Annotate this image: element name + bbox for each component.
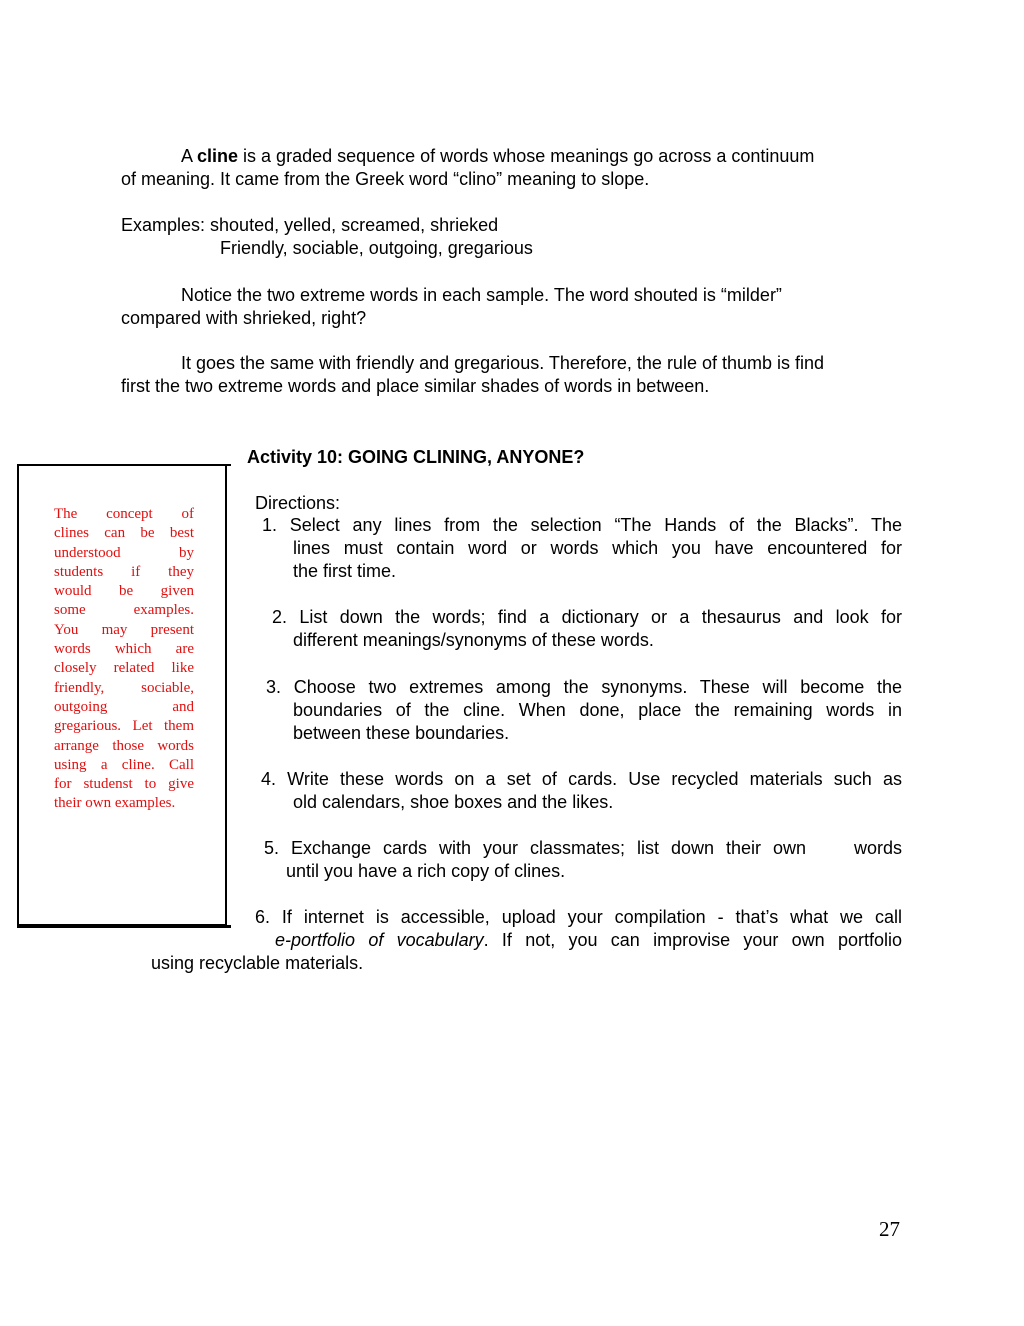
step-2-line-2: different meanings/synonyms of these words. (293, 630, 654, 650)
page-number: 27 (879, 1217, 900, 1241)
notice-paragraph (121, 284, 901, 330)
direction-step-4 (261, 768, 902, 814)
direction-step-1 (262, 514, 902, 583)
step-4-line-1: 4. Write these words on a set of cards. Use recycled materials such as (261, 769, 902, 789)
step-6-line-2-rest: . If not, you can improvise your own portfolio (483, 930, 903, 950)
step-6-line-3: using recyclable materials. (151, 953, 364, 973)
note-line: outgoing and (54, 698, 194, 715)
note-line: their own examples. (54, 795, 176, 812)
examples-line-2: Friendly, sociable, outgoing, gregarious (220, 238, 533, 258)
rule-line-1: It goes the same with friendly and gregarious. Therefore, the rule of thumb is find (181, 353, 825, 373)
step-5-line-2: until you have a rich copy of clines. (286, 861, 566, 881)
examples-paragraph (121, 214, 901, 260)
note-line: arrange those words (54, 737, 194, 754)
step-4-line-2: old calendars, shoe boxes and the likes. (293, 792, 614, 812)
teacher-note (54, 505, 194, 814)
rule-of-thumb-paragraph (121, 352, 901, 398)
note-line: words which are (54, 641, 194, 658)
note-line: friendly, sociable, (54, 679, 194, 696)
step-1-line-1: 1. Select any lines from the selection “The Hands of the Blacks”. The (262, 515, 902, 535)
step-3-line-3: between these boundaries. (293, 723, 510, 743)
cline-term: cline (197, 146, 239, 166)
step-6-line-2 (151, 929, 902, 952)
note-line: clines can be best (54, 525, 194, 542)
direction-step-5 (264, 837, 902, 883)
step-6-line-1: 6. If internet is accessible, upload your compilation - that’s what we call (255, 907, 902, 927)
step-2-line-1: 2. List down the words; find a dictionary or a thesaurus and look for (272, 607, 902, 627)
direction-step-2 (272, 606, 902, 652)
intro-line-1-rest: is a graded sequence of words whose meanings go across a continuum (238, 146, 815, 166)
step-3-line-1: 3. Choose two extremes among the synonyms. These will become the (266, 677, 902, 697)
examples-line-1: Examples: shouted, yelled, screamed, shrieked (121, 215, 499, 235)
notice-line-2: compared with shrieked, right? (121, 308, 367, 328)
step-1-line-3: the first time. (293, 561, 397, 581)
directions-label: Directions: (255, 493, 341, 513)
intro-pre: A (181, 146, 198, 166)
step-3-line-2: boundaries of the cline. When done, place the remaining words in (293, 700, 902, 720)
rule-line-2: first the two extreme words and place similar shades of words in between. (121, 376, 710, 396)
note-line: for studenst to give (54, 776, 194, 793)
note-line: closely related like (54, 660, 194, 677)
intro-line-2: of meaning. It came from the Greek word “clino” meaning to slope. (121, 169, 650, 189)
note-line: gregarious. Let them (54, 718, 194, 735)
direction-step-6 (151, 906, 902, 975)
note-line: The concept of (54, 506, 194, 522)
step-1-line-2: lines must contain word or words which you have encountered for (293, 538, 902, 558)
intro-line-1 (121, 145, 901, 168)
direction-step-3 (266, 676, 902, 745)
note-line: You may present (54, 621, 194, 638)
note-line: students if they (54, 563, 194, 580)
notice-line-1: Notice the two extreme words in each sample. The word shouted is “milder” (181, 285, 782, 305)
intro-paragraph (121, 145, 901, 191)
e-portfolio-term: e-portfolio of vocabulary (275, 930, 484, 950)
note-line: would be given (54, 583, 194, 600)
note-line: some examples. (54, 602, 194, 619)
note-line: using a cline. Call (54, 756, 194, 773)
step-5-line-1: 5. Exchange cards with your classmates; list down their own words (264, 838, 902, 858)
note-box-top-border (17, 464, 231, 466)
note-line: understood by (54, 544, 194, 561)
activity-title: Activity 10: GOING CLINING, ANYONE? (247, 447, 585, 467)
